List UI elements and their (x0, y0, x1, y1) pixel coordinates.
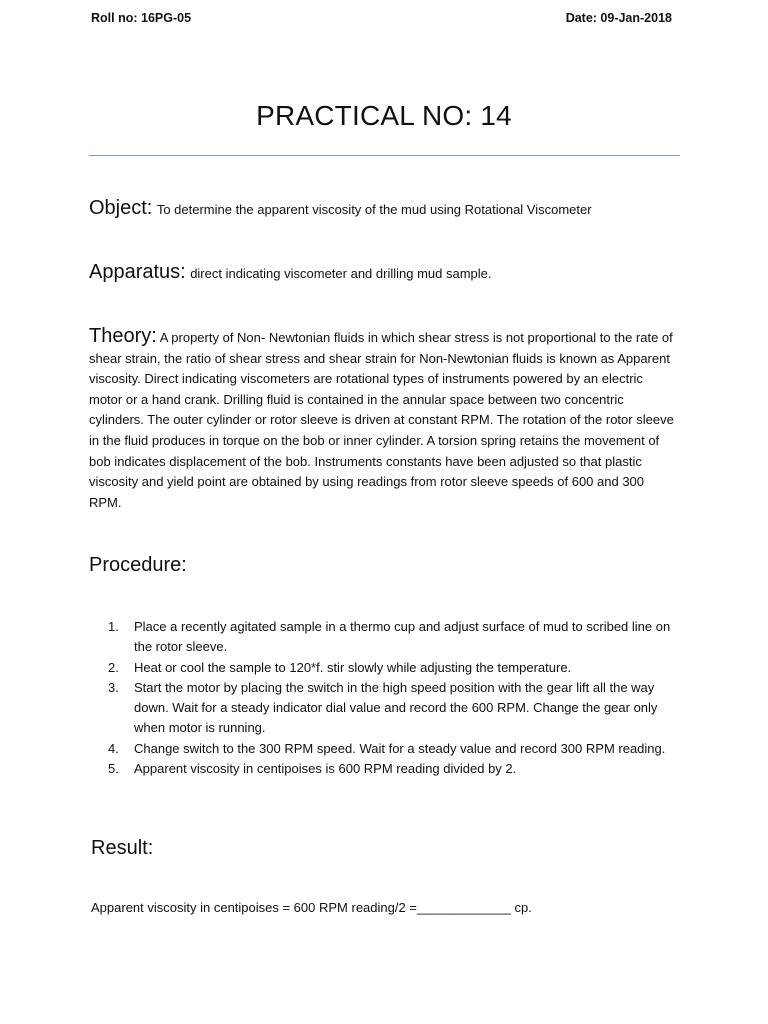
step-text: Apparent viscosity in centipoises is 600 RPM reading divided by 2. (134, 761, 517, 777)
apparatus-heading: Apparatus: (89, 261, 186, 283)
step-text: Place a recently agitated sample in a thermo cup and adjust surface of mud to scribed line on the rotor sleeve. (134, 619, 671, 655)
apparatus-section (89, 261, 679, 284)
object-text: To determine the apparent viscosity of the mud using Rotational Viscometer (156, 202, 592, 217)
list-item (104, 739, 676, 759)
object-heading: Object: (89, 197, 153, 219)
apparatus-text: direct indicating viscometer and drilling mud sample. (190, 266, 492, 281)
list-item (104, 759, 676, 779)
object-section (89, 197, 679, 220)
step-number: 3. (108, 679, 119, 695)
list-item (104, 678, 676, 739)
result-formula: Apparent viscosity in centipoises = 600 RPM reading/2 =_____________ cp. (91, 900, 532, 915)
step-number: 2. (108, 659, 119, 675)
theory-heading: Theory: (89, 325, 157, 347)
theory-section (89, 326, 679, 513)
result-heading: Result: (91, 837, 154, 859)
list-item (104, 658, 676, 678)
step-number: 5. (108, 761, 119, 777)
step-number: 1. (108, 619, 119, 634)
step-number: 4. (108, 740, 119, 756)
procedure-heading: Procedure: (89, 554, 187, 576)
roll-number: Roll no: 16PG-05 (91, 11, 192, 25)
date: Date: 09-Jan-2018 (565, 11, 672, 25)
list-item (104, 617, 676, 658)
page-title: PRACTICAL NO: 14 (256, 100, 512, 131)
title-divider (89, 155, 680, 156)
theory-text: A property of Non- Newtonian fluids in which shear stress is not proportional to the rate of shear strain, the ratio of shear stress and shear strain for Non-Newtonian fluids is known as Apparent viscosity. Direct indicating viscometers are rotational types of instruments powered by an electric motor or a hand crank. Drilling fluid is contained in the annular space between two concentric cylinders. The outer cylinder or rotor sleeve is driven at constant RPM. The rotation of the rotor sleeve in the fluid produces in torque on the bob or inner cylinder. A torsion spring retains the movement of bob indicates displacement of the bob. Instruments constants have been adjusted so that plastic viscosity and yield point are obtained by using readings from rotor sleeve speeds of 600 and 300 RPM. (89, 330, 674, 510)
step-text: Start the motor by placing the switch in the high speed position with the gear lift all the way down. Wait for a steady indicator dial value and record the 600 RPM. Change the gear only when motor is running. (134, 679, 658, 736)
step-text: Change switch to the 300 RPM speed. Wait for a steady value and record 300 RPM reading. (134, 740, 666, 756)
step-text: Heat or cool the sample to 120*f. stir slowly while adjusting the temperature. (134, 659, 572, 675)
procedure-list (104, 617, 676, 779)
